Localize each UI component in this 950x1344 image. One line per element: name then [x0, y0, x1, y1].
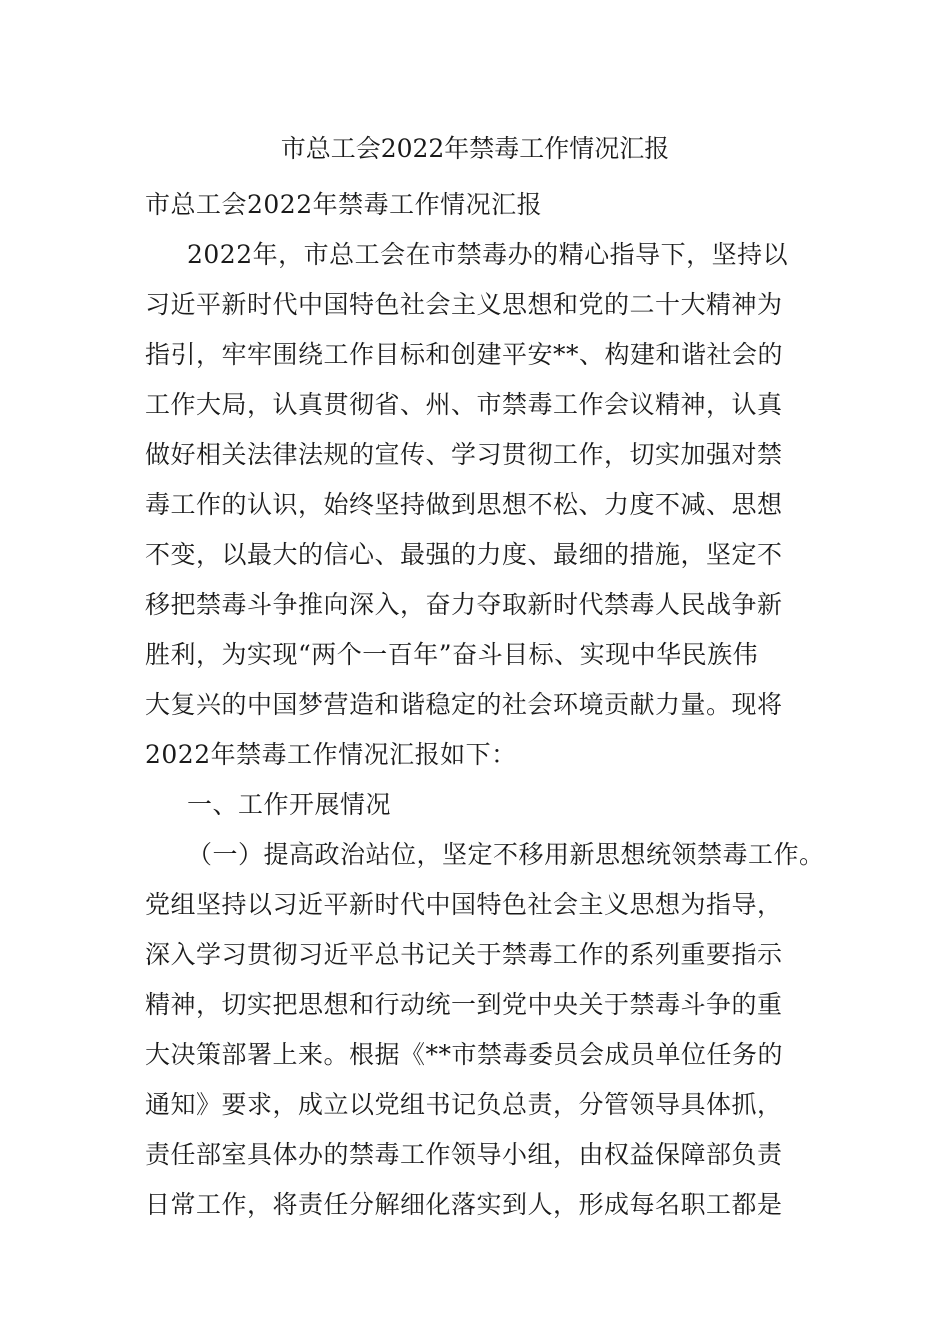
- paragraph-line: 日常工作，将责任分解细化落实到人，形成每名职工都是: [145, 1190, 783, 1219]
- paragraph-line: 不变，以最大的信心、最强的力度、最细的措施，坚定不: [145, 540, 783, 569]
- subsection-heading: （一）提高政治站位，坚定不移用新思想统领禁毒工作。: [187, 840, 825, 869]
- paragraph-line: 通知》要求，成立以党组书记负总责，分管领导具体抓，: [145, 1090, 783, 1119]
- paragraph-line: 指引，牢牢围绕工作目标和创建平安**、构建和谐社会的: [145, 340, 784, 369]
- subtitle-line: 市总工会2022年禁毒工作情况汇报: [145, 190, 543, 219]
- section-heading: 一、工作开展情况: [187, 790, 392, 819]
- document-body: [145, 180, 825, 1230]
- paragraph-line: 党组坚持以习近平新时代中国特色社会主义思想为指导，: [145, 890, 783, 919]
- paragraph-line: 责任部室具体办的禁毒工作领导小组，由权益保障部负责: [145, 1140, 783, 1169]
- paragraph-line: 大决策部署上来。根据《**市禁毒委员会成员单位任务的: [145, 1040, 784, 1069]
- paragraph-line: 深入学习贯彻习近平总书记关于禁毒工作的系列重要指示: [145, 940, 783, 969]
- paragraph-line: 2022年，市总工会在市禁毒办的精心指导下，坚持以: [187, 240, 789, 269]
- paragraph-line: 毒工作的认识，始终坚持做到思想不松、力度不减、思想: [145, 490, 783, 519]
- paragraph-line: 精神，切实把思想和行动统一到党中央关于禁毒斗争的重: [145, 990, 783, 1019]
- document-title: 市总工会2022年禁毒工作情况汇报: [280, 134, 670, 163]
- paragraph-line: 大复兴的中国梦营造和谐稳定的社会环境贡献力量。现将: [145, 690, 783, 719]
- paragraph-line: 2022年禁毒工作情况汇报如下：: [145, 740, 517, 769]
- paragraph-line: 工作大局，认真贯彻省、州、市禁毒工作会议精神，认真: [145, 390, 783, 419]
- paragraph-line: 移把禁毒斗争推向深入，奋力夺取新时代禁毒人民战争新: [145, 590, 783, 619]
- paragraph-line: 习近平新时代中国特色社会主义思想和党的二十大精神为: [145, 290, 783, 319]
- paragraph-line: 做好相关法律法规的宣传、学习贯彻工作，切实加强对禁: [145, 440, 783, 469]
- paragraph-line: 胜利，为实现“两个一百年”奋斗目标、实现中华民族伟: [145, 640, 759, 669]
